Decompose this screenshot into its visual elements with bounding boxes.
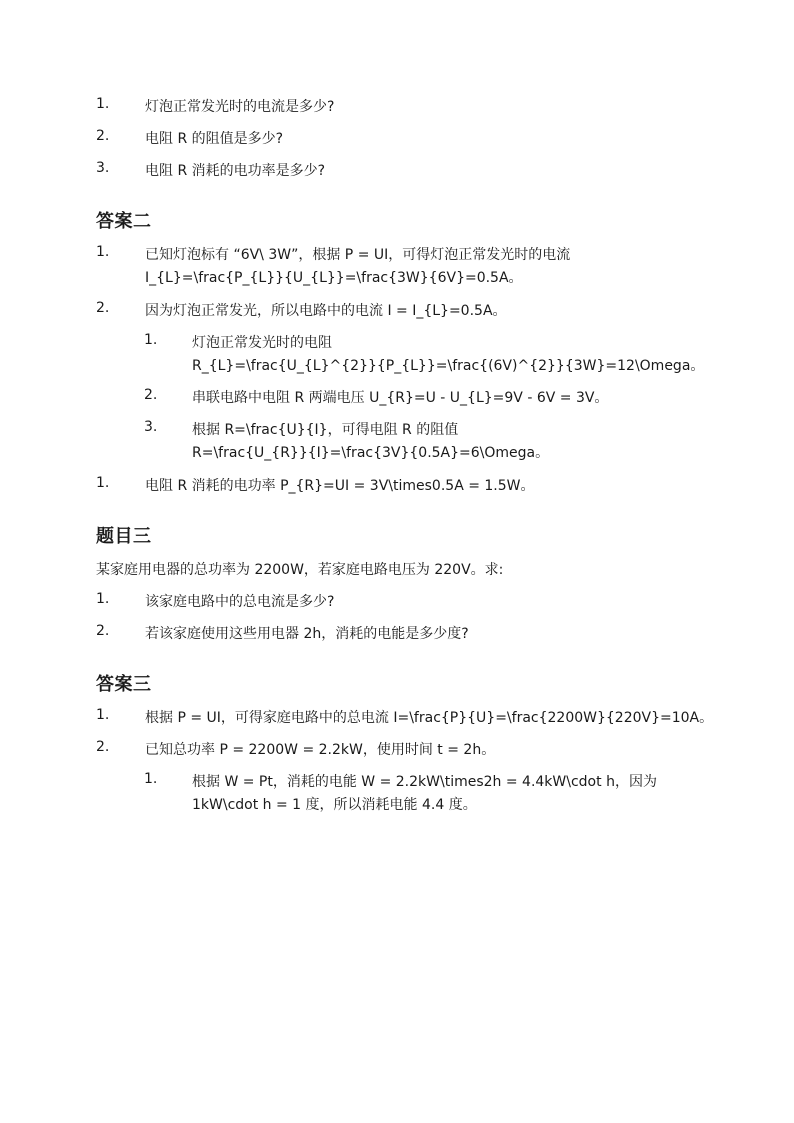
answer2-heading: 答案二	[96, 211, 152, 232]
list-text: 已知总功率 P = 2200W = 2.2kW，使用时间 t = 2h。	[145, 742, 496, 758]
list-text-line1: 根据 R=\frac{U}{I}，可得电阻 R 的阻值	[192, 422, 459, 438]
list-text: 根据 P = UI，可得家庭电路中的总电流 I=\frac{P}{U}=\frac{2200W}{220V}=10A。	[145, 710, 714, 726]
question3-intro: 某家庭用电器的总功率为 2200W，若家庭电路电压为 220V。求:	[96, 562, 504, 578]
list-text-line1: 根据 W = Pt，消耗的电能 W = 2.2kW\times2h = 4.4kW\cdot h，因为	[192, 774, 657, 790]
list-text-line2: R_{L}=\frac{U_{L}^{2}}{P_{L}}=\frac{(6V)^{2}}{3W}=12\Omega。	[192, 358, 705, 374]
list-number: 2.	[96, 300, 110, 316]
answer3-heading: 答案三	[96, 674, 152, 695]
list-number: 2.	[96, 128, 110, 144]
list-text-line2: 1kW\cdot h = 1 度，所以消耗电能 4.4 度。	[192, 797, 477, 813]
list-number: 2.	[144, 387, 158, 403]
list-number: 1.	[96, 244, 110, 260]
list-text-line2: I_{L}=\frac{P_{L}}{U_{L}}=\frac{3W}{6V}=0.5A。	[145, 270, 523, 286]
list-text: 电阻 R 的阻值是多少?	[145, 131, 284, 147]
list-number: 2.	[96, 739, 110, 755]
list-number: 3.	[96, 160, 110, 176]
list-text-line1: 已知灯泡标有 “6V\ 3W”，根据 P = UI，可得灯泡正常发光时的电流	[145, 247, 571, 263]
list-number: 1.	[144, 771, 158, 787]
list-number: 1.	[96, 475, 110, 491]
list-number: 3.	[144, 419, 158, 435]
list-number: 2.	[96, 623, 110, 639]
list-text: 串联电路中电阻 R 两端电压 U_{R}=U - U_{L}=9V - 6V = 3V。	[192, 390, 609, 406]
list-text-line1: 灯泡正常发光时的电阻	[192, 335, 332, 351]
list-text: 电阻 R 消耗的电功率 P_{R}=UI = 3V\times0.5A = 1.5W。	[145, 478, 535, 494]
question3-heading: 题目三	[96, 526, 152, 547]
list-text-line2: R=\frac{U_{R}}{I}=\frac{3V}{0.5A}=6\Omega。	[192, 445, 550, 461]
list-number: 1.	[96, 591, 110, 607]
list-text: 电阻 R 消耗的电功率是多少?	[145, 163, 326, 179]
list-number: 1.	[96, 96, 110, 112]
list-number: 1.	[144, 332, 158, 348]
list-number: 1.	[96, 707, 110, 723]
list-text: 若该家庭使用这些用电器 2h，消耗的电能是多少度?	[145, 626, 469, 642]
list-text: 该家庭电路中的总电流是多少?	[145, 594, 335, 610]
list-text: 灯泡正常发光时的电流是多少?	[145, 99, 335, 115]
list-text: 因为灯泡正常发光，所以电路中的电流 I = I_{L}=0.5A。	[145, 303, 507, 319]
